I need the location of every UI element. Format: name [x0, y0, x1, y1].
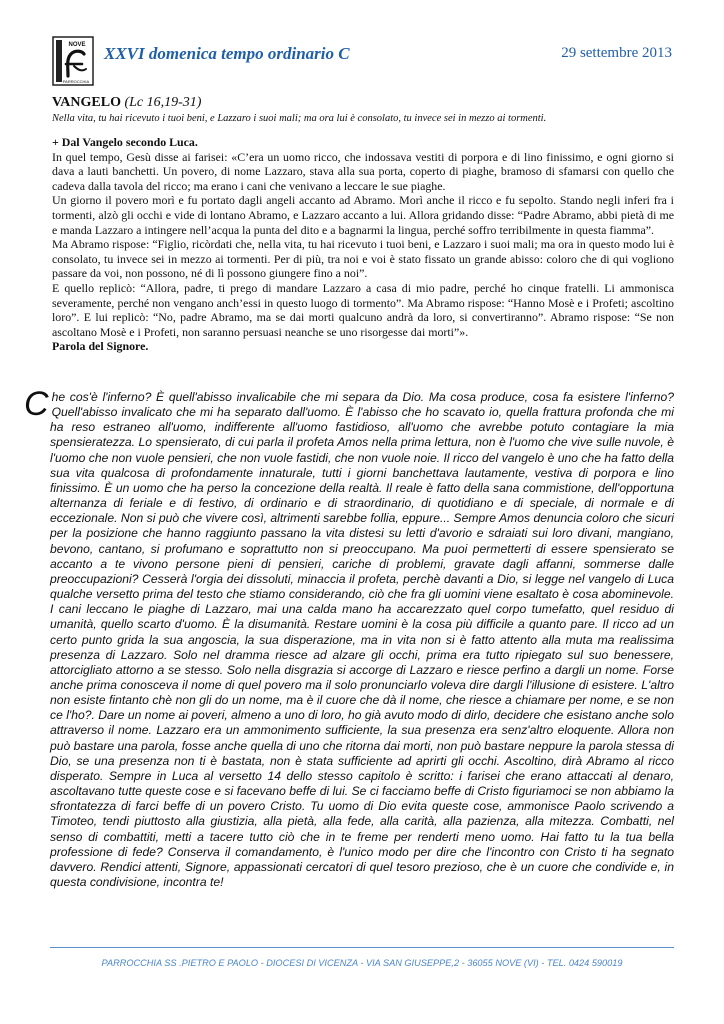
gospel-reading — [52, 135, 674, 354]
logo-bottom-text: PARROCCHIA — [62, 79, 90, 84]
gospel-reference: (Lc 16,19-31) — [124, 95, 202, 110]
gospel-summary: Nella vita, tu hai ricevuto i tuoi beni, e Lazzaro i suoi mali; ma ora lui è consolato, tu invece sei in mezzo ai tormenti. — [52, 113, 547, 124]
reading-closing: Parola del Signore. — [52, 339, 149, 354]
footer-address: PARROCCHIA SS .PIETRO E PAOLO - DIOCESI DI VICENZA - VIA SAN GIUSEPPE,2 - 36055 NOVE (VI) - TEL. 0424 590019 — [101, 958, 623, 968]
footer-divider — [50, 947, 674, 948]
logo-text: NOVE — [68, 42, 86, 48]
reading-paragraph: Un giorno il povero morì e fu portato dagli angeli accanto ad Abramo. Morì anche il ricco e fu sepolto. Stando negli inferi fra i tormenti, alzò gli occhi e vide di lontano Abramo, e Lazzaro accanto a lui. Allora gridando disse: “Padre Abramo, abbi pietà di me e manda Lazzaro a intingere nell’acqua la punta del dito e a bagnarmi la lingua, perché soffro terribilmente in questa fiamma”. — [52, 193, 674, 237]
gospel-heading — [52, 94, 674, 111]
gospel-section — [52, 94, 674, 354]
commentary-text: he cos'è l'inferno? È quell'abisso invalicabile che mi separa da Dio. Ma cosa produce, cosa fa esistere l'inferno? Quell'abisso invalicato che mi ha separato dall'uomo. È l'abisso che ho scavato io, quella frattura profonda che mi ha reso estraneo all'uomo, indifferente all'uomo fastidioso, all'uomo che avrebbe potuto contagiare la mia spensieratezza. Lo spensierato, di cui parla il profeta Amos nella prima lettura, non è l'uomo che vive sulle nuvole, è l'uomo che non vuole pensieri, che non vuole fastidi, che non vuole noie. Il ricco del vangelo è uno che ha fatto della sua vita qualcosa di profondamente innaturale, tutti i giorni banchettava lautamente, vestiva di porpora e lino finissimo. È un uomo che ha perso la concezione della realtà. Il reale è fatto della sana commistione, dell'opportuna alternanza di feriale e di festivo, di ordinario e di straordinario, di quotidiano e di speciale, di normale e di eccezionale. Non si può che vivere così, altrimenti sarebbe follia, eppure... Sempre Amos denuncia coloro che sicuri per la posizione che hanno raggiunto passano la vita distesi su letti d'avorio e sdraiati sui loro divani, mangiano, bevono, cantano, si profumano e soprattutto non si preoccupano. Ma puoi permetterti di essere spensierato se accanto a te vivono persone pieni di pensieri, cariche di problemi, gravate dagli affanni, sommerse dalle preoccupazioni? Cesserà l'orgia dei dissoluti, minaccia il profeta, perchè davanti a Dio, si legge nel vangelo di Luca qualche versetto prima del testo che stiamo considerando, ciò che fra gli uomini viene esaltato è cosa abominevole. I cani leccano le piaghe di Lazzaro, mai una calda mano ha accarezzato quel corpo tumefatto, quel residuo di umanità, quello scarto d'uomo. È la disumanità. Restare uomini è la cosa più difficile a quanto pare. Il ricco ad un certo punto grida la sua angoscia, la sua disperazione, ma in vita non si è fatto attento alla muta ma realissima presenza di Lazzaro. Solo nel dramma riesce ad alzare gli occhi, prima era tutto ripiegato sul suo benessere, attorcigliato attorno a se stesso. Solo nella disgrazia si accorge di Lazzaro e riesce perfino a dargli un nome. Forse anche prima conosceva il nome di quel povero ma il solo pronunciarlo voleva dire dargli l'illusione di esistere. L'altro non esiste fintanto chè non gli do un nome, ma è il cuore che dà il nome, che riesce a chiamare per nome, e se non ce l'ho?. Dare un nome ai poveri, almeno a uno di loro, ho già avuto modo di dirlo, decidere che esistano anche solo attraverso il nome. Lazzaro era un ammonimento sufficiente, la sua presenza era senz'altro eloquente. Allora non può bastare una parola, fosse anche quella di uno che ritorna dai morti, non può bastare neppure la parola stessa di Dio, se una presenza non ti è bastata, non è stata sufficiente ad aprirti gli occhi. Ascoltino, dirà Abramo al ricco disperato. Sempre in Luca al versetto 14 dello stesso capitolo è scritto: i farisei che erano attaccati al denaro, ascoltavano tutte queste cose e si facevano beffe di lui. Se ci facciamo beffe di Cristo figuriamoci se non abbiamo la sfrontatezza di farci beffe di un povero Cristo. Tu uomo di Dio evita queste cose, ammonisce Paolo scrivendo a Timoteo, tendi piuttosto alla giustizia, alla pietà, alla fede, alla carità, alla pazienza, alla mitezza. Combatti, nel senso di combattiti, metti a tacere tutto ciò che in te freme per renderti meno uomo. Hai fatto tu la tua bella professione di fede? Conserva il comandamento, è l'unico modo per dire che l'incontro con Cristo ti ha segnato davvero. Rendici attenti, Signore, appassionati cercatori di quel tesoro prezioso, che è un cuore che condivide e, in questa condivisione, incontra te! — [50, 390, 674, 889]
reading-title: + Dal Vangelo secondo Luca. — [52, 135, 198, 149]
reading-paragraph: E quello replicò: “Allora, padre, ti prego di mandare Lazzaro a casa di mio padre, perché ho cinque fratelli. Li ammonisca severamente, perché non vengano anch’essi in questo luogo di tormento”. Ma Abramo rispose: “Hanno Mosè e i Profeti; ascoltino loro”. E lui replicò: “No, padre Abramo, ma se dai morti qualcuno andrà da loro, si convertiranno”. Abramo rispose: “Se non ascoltano Mosè e i Profeti, non saranno persuasi neanche se uno risorgesse dai morti”». — [52, 280, 674, 339]
parish-logo — [52, 36, 94, 86]
page-title: XXVI domenica tempo ordinario C — [104, 44, 350, 63]
commentary-section — [24, 385, 674, 890]
date-label: 29 settembre 2013 — [561, 45, 672, 61]
reading-paragraph: Ma Abramo rispose: “Figlio, ricòrdati che, nella vita, tu hai ricevuto i tuoi beni, e Lazzaro i suoi mali; ma ora in questo modo lui è consolato, tu invece sei in mezzo ai tormenti. Per di più, tra noi e voi è stato fissato un grande abisso: coloro che di qui vogliono passare da voi, non possono, né di lì possono giungere fino a noi”. — [52, 237, 674, 281]
drop-cap: C — [24, 385, 49, 423]
reading-paragraph: In quel tempo, Gesù disse ai farisei: «C’era un uomo ricco, che indossava vestiti di porpora e di lino finissimo, e ogni giorno si dava a lauti banchetti. Un povero, di nome Lazzaro, stava alla sua porta, coperto di piaghe, bramoso di sfamarsi con quello che cadeva dalla tavola del ricco; ma erano i cani che venivano a leccare le sue piaghe. — [52, 149, 674, 193]
gospel-label: VANGELO — [52, 95, 121, 110]
